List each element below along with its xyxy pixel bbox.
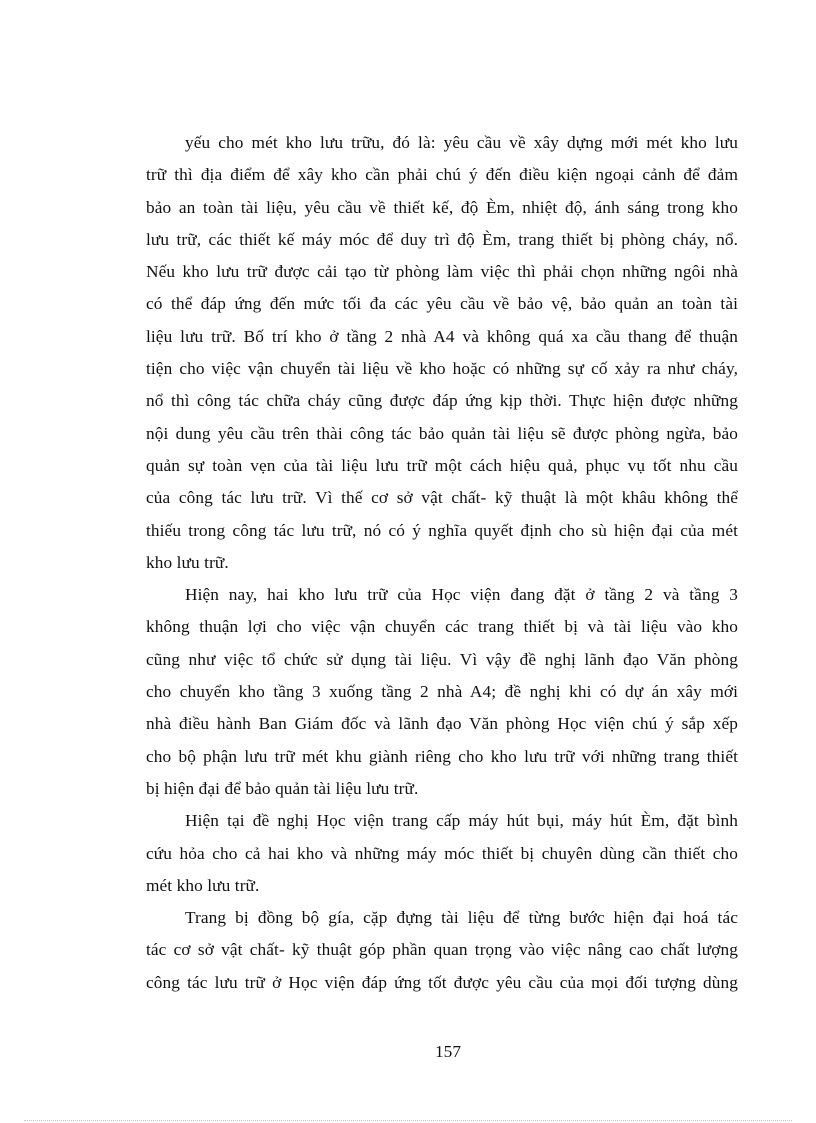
paragraph-4	[146, 902, 738, 999]
text-line: cứu hỏa cho cả hai kho và những máy móc thiết bị chuyên dùng cần thiết cho	[146, 843, 738, 863]
body-text	[146, 127, 738, 999]
text-line: không thuận lợi cho việc vận chuyển các trang thiết bị và tài liệu vào kho	[146, 617, 738, 637]
text-line: Trang bị đồng bộ gía, cặp đựng tài liệu để từng bước hiện đại hoá tác	[185, 908, 738, 928]
text-line: thiếu trong công tác lưu trữ, nó có ý nghĩa quyết định cho sù hiện đại của mét	[146, 520, 738, 540]
text-line: Hiện nay, hai kho lưu trữ của Học viện đang đặt ở tầng 2 và tầng 3	[185, 585, 738, 605]
text-line: công tác lưu trữ ở Học viện đáp ứng tốt được yêu cầu của mọi đối tượng dùng	[146, 972, 738, 992]
text-line: liệu lưu trữ. Bố trí kho ở tầng 2 nhà A4 và không quá xa cầu thang để thuận	[146, 326, 738, 346]
text-line: có thể đáp ứng đến mức tối đa các yêu cầu về bảo vệ, bảo quản an toàn tài	[146, 294, 738, 314]
paragraph-2	[146, 579, 738, 805]
text-line: mét kho lưu trữ.	[146, 875, 260, 895]
text-line: yếu cho mét kho lưu trữu, đó là: yêu cầu về xây dựng mới mét kho lưu	[185, 133, 738, 152]
text-line: tiện cho việc vận chuyển tài liệu về kho hoặc có những sự cố xảy ra như cháy,	[146, 359, 738, 379]
text-line: Hiện tại đề nghị Học viện trang cấp máy hút bụi, máy hút Èm, đặt bình	[185, 811, 738, 831]
text-line: Nếu kho lưu trữ được cải tạo từ phòng làm việc thì phải chọn những ngôi nhà	[146, 262, 738, 282]
text-line: lưu trữ, các thiết kế máy móc để duy trì độ Èm, trang thiết bị phòng cháy, nổ.	[146, 229, 738, 249]
paragraph-1	[146, 127, 738, 579]
text-line: trữ thì địa điểm để xây kho cần phải chú ý đến điều kiện ngoại cảnh để đảm	[146, 165, 738, 185]
text-line: nhà điều hành Ban Giám đốc và lãnh đạo Văn phòng Học viện chú ý sắp xếp	[146, 714, 738, 734]
page-bottom-divider	[24, 1120, 792, 1121]
text-line: tác cơ sở vật chất- kỹ thuật góp phần quan trọng vào việc nâng cao chất lượng	[146, 940, 738, 960]
paragraph-3	[146, 805, 738, 902]
text-line: nổ thì công tác chữa cháy cũng được đáp ứng kịp thời. Thực hiện được những	[146, 391, 738, 411]
text-line: cho bộ phận lưu trữ mét khu giành riêng cho kho lưu trữ với những trang thiết	[146, 746, 738, 766]
text-line: kho lưu trữ.	[146, 552, 229, 572]
text-line: nội dung yêu cầu trên thài công tác bảo quản tài liệu sẽ được phòng ngừa, bảo	[146, 423, 738, 443]
text-line: của công tác lưu trữ. Vì thế cơ sở vật chất- kỹ thuật là một khâu không thể	[146, 488, 738, 508]
text-line: cũng như việc tổ chức sử dụng tài liệu. Vì vậy đề nghị lãnh đạo Văn phòng	[146, 649, 738, 669]
text-line: bị hiện đại để bảo quản tài liệu lưu trữ.	[146, 778, 419, 798]
text-line: quản sự toàn vẹn của tài liệu lưu trữ một cách hiệu quả, phục vụ tốt nhu cầu	[146, 455, 738, 475]
text-line: cho chuyển kho tầng 3 xuống tầng 2 nhà A4; đề nghị khi có dự án xây mới	[146, 682, 738, 702]
page-number: 157	[435, 1042, 461, 1061]
text-line: bảo an toàn tài liệu, yêu cầu về thiết kế, độ Èm, nhiệt độ, ánh sáng trong kho	[146, 197, 738, 217]
